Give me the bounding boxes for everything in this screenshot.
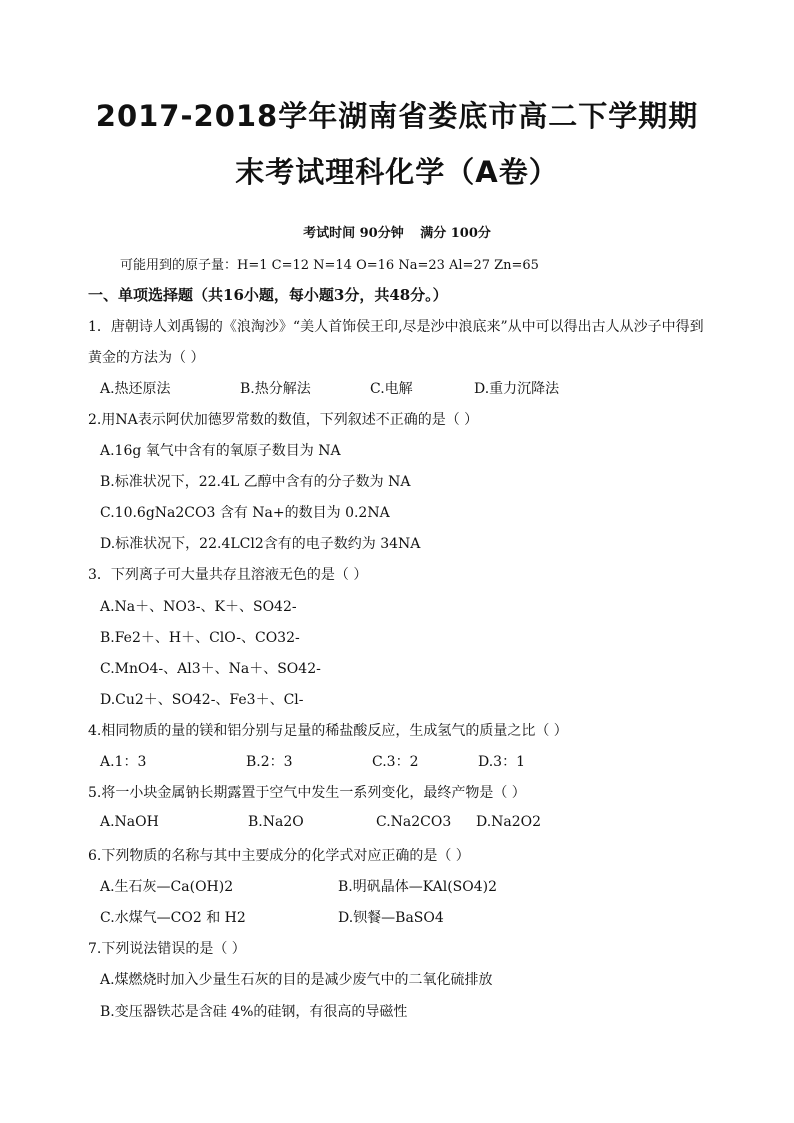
q4-option-d: D.3：1 xyxy=(478,754,525,770)
q4-option-c: C.3：2 xyxy=(372,754,419,770)
q5-stem: 5.将一小块金属钠长期露置于空气中发生一系列变化，最终产物是（ ） xyxy=(88,785,526,801)
q1-stem-line-1: 1．唐朝诗人刘禹锡的《浪淘沙》“美人首饰侯王印,尽是沙中浪底来”从中可以得出古人从沙子中得到 xyxy=(88,319,704,335)
q5-options xyxy=(100,814,541,830)
q2-option-c: C.10.6gNa2CO3 含有 Na+的数目为 0.2NA xyxy=(100,505,390,521)
q1-option-a: A.热还原法 xyxy=(100,381,171,397)
q3-option-d: D.Cu2＋、SO42-、Fe3＋、Cl- xyxy=(100,692,304,708)
q6-option-a: A.生石灰—Ca(OH)2 xyxy=(100,879,234,895)
title-line-2: 末考试理科化学（A卷） xyxy=(235,155,559,189)
q4-option-a: A.1：3 xyxy=(100,754,147,770)
q7-stem: 7.下列说法错误的是（ ） xyxy=(88,941,246,957)
q2-option-b: B.标准状况下，22.4L 乙醇中含有的分子数为 NA xyxy=(100,474,411,490)
section-heading: 一、单项选择题（共16小题，每小题3分，共48分。） xyxy=(88,286,448,304)
q7-option-a: A.煤燃烧时加入少量生石灰的目的是减少废气中的二氧化硫排放 xyxy=(100,972,493,988)
q4-stem: 4.相同物质的量的镁和铝分别与足量的稀盐酸反应，生成氢气的质量之比（ ） xyxy=(88,723,568,739)
q5-option-d: D.Na2O2 xyxy=(476,814,542,830)
q6-option-d: D.钡餐—BaSO4 xyxy=(338,910,444,926)
q6-options-row-1 xyxy=(100,876,497,896)
title-line-1: 2017-2018学年湖南省娄底市高二下学期期 xyxy=(95,99,699,133)
q6-stem: 6.下列物质的名称与其中主要成分的化学式对应正确的是（ ） xyxy=(88,848,470,864)
q5-option-a: A.NaOH xyxy=(100,814,159,830)
q5-option-b: B.Na2O xyxy=(248,814,304,830)
exam-info xyxy=(0,222,794,241)
q1-option-d: D.重力沉降法 xyxy=(474,381,560,397)
q5-option-c: C.Na2CO3 xyxy=(376,814,452,830)
q2-option-a: A.16g 氧气中含有的氧原子数目为 NA xyxy=(100,443,341,459)
q1-option-b: B.热分解法 xyxy=(240,381,311,397)
q2-option-d: D.标准状况下，22.4LCl2含有的电子数约为 34NA xyxy=(100,536,421,552)
q6-option-b: B.明矾晶体—KAl(SO4)2 xyxy=(338,879,498,895)
q3-option-c: C.MnO4-、Al3＋、Na＋、SO42- xyxy=(100,661,321,677)
q4-option-b: B.2：3 xyxy=(246,754,293,770)
q3-stem: 3．下列离子可大量共存且溶液无色的是（ ） xyxy=(88,567,368,583)
q7-option-b: B.变压器铁芯是含硅 4%的硅钢，有很高的导磁性 xyxy=(100,1004,408,1020)
q6-options-row-2 xyxy=(100,907,444,927)
q1-stem-line-2: 黄金的方法为（ ） xyxy=(88,350,205,366)
q3-option-b: B.Fe2＋、H＋、ClO-、CO32- xyxy=(100,630,300,646)
q1-option-c: C.电解 xyxy=(370,381,413,397)
exam-time: 考试时间 90分钟 xyxy=(303,226,404,241)
exam-full-score: 满分 100分 xyxy=(420,226,491,241)
q3-option-a: A.Na＋、NO3-、K＋、SO42- xyxy=(100,599,297,615)
atomic-masses: 可能用到的原子量：H=1 C=12 N=14 O=16 Na=23 Al=27 Zn=65 xyxy=(120,258,539,273)
q1-options xyxy=(100,378,559,398)
q6-option-c: C.水煤气—CO2 和 H2 xyxy=(100,910,246,926)
q4-options xyxy=(100,751,525,771)
q2-stem: 2.用NA表示阿伏加德罗常数的数值，下列叙述不正确的是（ ） xyxy=(88,412,479,428)
